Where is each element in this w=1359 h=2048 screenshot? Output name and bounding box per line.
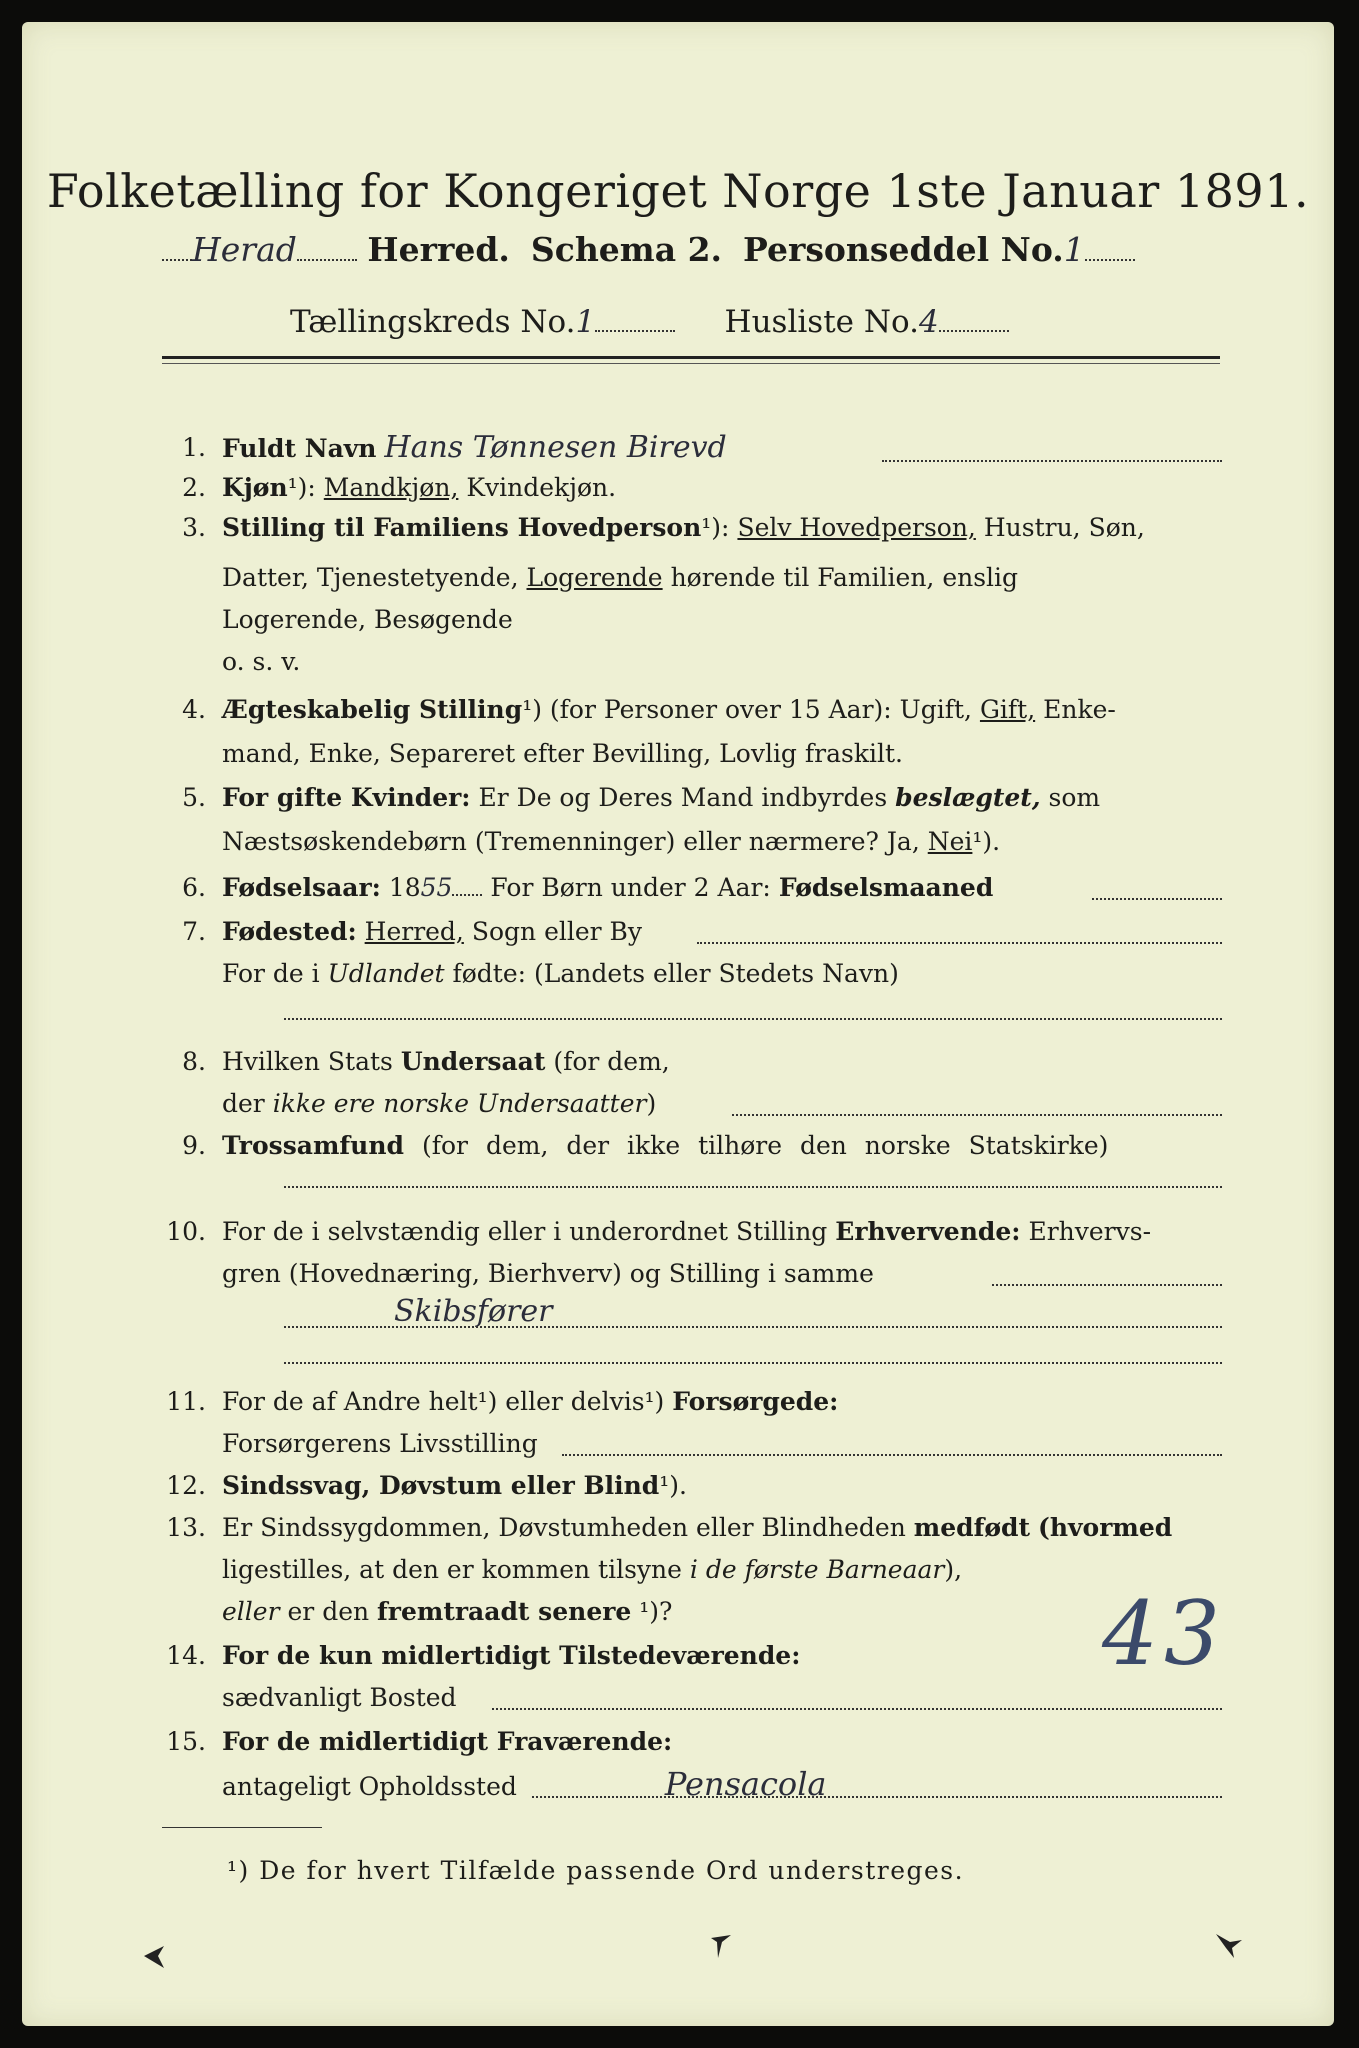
q11-line1-c: ¹) <box>644 1387 665 1416</box>
q13-line3-c: ¹)? <box>639 1597 673 1626</box>
q13-line1-b: medfødt <box>913 1513 1031 1542</box>
q6-mid-text: For Børn under 2 Aar: <box>490 873 771 902</box>
q14-line2-text: sædvanligt Bosted <box>222 1683 457 1712</box>
q6-label: Fødselsaar: <box>222 873 381 902</box>
kreds-number: 1 <box>575 304 596 340</box>
q13-line2-italic: i de første Barneaar <box>689 1555 945 1584</box>
schema-label: Schema 2. <box>530 230 723 269</box>
q7-line2-b: fødte: (Landets eller Stedets Navn) <box>452 959 899 988</box>
q11-line1-d: Forsørgede: <box>672 1387 839 1416</box>
q14-number: 14. <box>166 1641 206 1670</box>
kreds-line <box>290 304 1009 340</box>
q8-line2-a: der <box>222 1089 265 1118</box>
q14-label: For de kun midlertidigt Tilstedeværende: <box>222 1641 801 1670</box>
q10-answer-fill <box>284 1326 1222 1328</box>
q5-line1-a: Er De og Deres Mand indbyrdes <box>478 783 888 812</box>
q15-label: For de midlertidigt Fraværende: <box>222 1727 673 1756</box>
q10-line1-a: For de i selvstændig eller i underordnet Stilling <box>222 1217 828 1246</box>
q8-line1-b: Undersaat <box>400 1047 546 1076</box>
q3-line2-b: hørende til Familien, enslig <box>670 563 1019 592</box>
q8-line1-a: Hvilken Stats <box>222 1047 393 1076</box>
q10-line2 <box>222 1254 1222 1294</box>
q6-fill-line <box>1092 898 1222 900</box>
q4-label: Ægteskabelig Stilling <box>222 695 523 724</box>
q9-rest: (for dem, der ikke tilhøre den norske Statskirke) <box>421 1131 1109 1160</box>
q10-fill-line <box>992 1284 1222 1286</box>
q3-line2-a: Datter, Tjenestetyende, <box>222 563 519 592</box>
q7-opt-herred: Herred, <box>364 917 464 946</box>
q13-line2-b: ), <box>944 1555 963 1584</box>
q3-label: Stilling til Familiens Hovedperson <box>222 513 702 542</box>
q5-line2-b: ¹). <box>972 827 1001 856</box>
form-title: Folketælling for Kongeriget Norge 1ste Januar 1891. <box>46 164 1310 218</box>
header-rule <box>162 356 1220 359</box>
q4-opt-gift: Gift, <box>979 695 1036 724</box>
husliste-label: Husliste No. <box>724 304 919 340</box>
q10-line1-b: Erhvervende: <box>835 1217 1021 1246</box>
q2-opt-mandkjon: Mandkjøn, <box>323 473 459 502</box>
q11-line2 <box>222 1424 1222 1464</box>
census-form-sheet <box>22 22 1334 2026</box>
q9-blank-line <box>284 1186 1222 1188</box>
q13-line3-italic: eller <box>222 1597 280 1626</box>
q13-line3-b: fremtraadt senere <box>377 1597 632 1626</box>
q1-fill-line <box>882 460 1222 462</box>
herred-line <box>162 230 1135 269</box>
q7-line2-a: For de i <box>222 959 320 988</box>
q8-line2-b: ) <box>646 1089 657 1118</box>
q15-answer: Pensacola <box>664 1765 827 1803</box>
q11-line2-text: Forsørgerens Livsstilling <box>222 1429 538 1458</box>
personseddel-number: 1 <box>1063 230 1085 269</box>
q7-label: Fødested: <box>222 917 357 946</box>
q13-line2 <box>222 1550 962 1590</box>
q10-number: 10. <box>166 1217 206 1246</box>
q3-sup: ¹): <box>701 513 730 542</box>
q5-line1-italic: beslægtet, <box>895 783 1041 812</box>
q6-year-prefix: 18 <box>388 873 421 902</box>
personseddel-label: Personseddel No. <box>743 230 1064 269</box>
q13-line3 <box>222 1592 672 1632</box>
registration-mark-left <box>140 1942 170 1972</box>
q12-sup: ¹). <box>659 1471 688 1500</box>
q11-fill-line <box>562 1454 1222 1456</box>
kreds-label: Tællingskreds No. <box>290 304 576 340</box>
herred-label: Herred. <box>367 230 510 269</box>
q7-number: 7. <box>182 917 206 946</box>
q8-line2-italic: ikke ere norske Undersaatter <box>272 1089 647 1118</box>
q6-number: 6. <box>182 873 206 902</box>
margin-annotation: 43 <box>1102 1582 1226 1685</box>
q3-line3: Logerende, Besøgende <box>222 605 513 634</box>
q10-answer: Skibsfører <box>394 1294 553 1329</box>
q5-label: For gifte Kvinder: <box>222 783 471 812</box>
header-rule-thin <box>162 363 1220 364</box>
q8-fill-line <box>732 1114 1222 1116</box>
registration-mark-right <box>1212 1930 1246 1960</box>
q7-line2 <box>222 954 899 994</box>
q4-line1-b: Enke- <box>1043 695 1116 724</box>
q9-label: Trossamfund <box>222 1131 405 1160</box>
q15-line2 <box>222 1764 1222 1804</box>
husliste-number: 4 <box>918 304 939 340</box>
question-6 <box>162 868 1222 908</box>
q5-number: 5. <box>182 783 206 812</box>
footnote: ¹) De for hvert Tilfælde passende Ord understreges. <box>227 1856 965 1885</box>
q7-line2-italic: Udlandet <box>327 959 445 988</box>
q13-line1-c: (hvormed <box>1038 1513 1173 1542</box>
q10-line1-c: Erhvervs- <box>1028 1217 1152 1246</box>
q5-line1-b: som <box>1048 783 1101 812</box>
q1-answer: Hans Tønnesen Birevd <box>384 430 727 465</box>
q10-answer-line <box>284 1292 1222 1332</box>
q2-number: 2. <box>182 473 206 502</box>
q4-line1-a: ¹) (for Personer over 15 Aar): Ugift, <box>522 695 972 724</box>
q3-opt-selv: Selv Hovedperson, <box>737 513 976 542</box>
q10-blank-line <box>284 1362 1222 1364</box>
q8-number: 8. <box>182 1047 206 1076</box>
q12-label: Sindssvag, Døvstum eller Blind <box>222 1471 660 1500</box>
q11-number: 11. <box>166 1387 206 1416</box>
q7-fill-line <box>697 942 1222 944</box>
q11-line1-b: ¹) eller delvis <box>477 1387 645 1416</box>
q1-number: 1. <box>182 433 206 462</box>
q7-line1-b: Sogn eller By <box>471 917 643 946</box>
q13-number: 13. <box>166 1513 206 1542</box>
q8-line2 <box>222 1084 1222 1124</box>
q9-number: 9. <box>182 1131 206 1160</box>
q2-label: Kjøn <box>222 473 288 502</box>
q3-opt-logerende: Logerende <box>526 563 663 592</box>
q6-year-handwritten: 55 <box>420 873 453 902</box>
q2-sup: ¹): <box>287 473 316 502</box>
q11-line1-a: For de af Andre helt <box>222 1387 478 1416</box>
q5-line2-a: Næstsøskendebørn (Tremenninger) eller nærmere? Ja, <box>222 827 920 856</box>
q14-fill-line <box>492 1708 1222 1710</box>
q15-number: 15. <box>166 1727 206 1756</box>
q3-line1-rest: Hustru, Søn, <box>983 513 1145 542</box>
q14-line2 <box>222 1678 1222 1718</box>
q4-line2: mand, Enke, Separeret efter Bevilling, Lovlig fraskilt. <box>222 739 903 768</box>
q7-blank-line <box>284 1018 1222 1020</box>
q15-fill-line <box>532 1796 1222 1798</box>
q3-number: 3. <box>182 513 206 542</box>
q6-label2: Fødselsmaaned <box>778 873 994 902</box>
q13-line2-a: ligestilles, at den er kommen tilsyne <box>222 1555 682 1584</box>
registration-mark-center <box>708 1932 734 1962</box>
q3-line4: o. s. v. <box>222 647 301 676</box>
q15-line2-text: antageligt Opholdssted <box>222 1772 517 1801</box>
q13-line1-a: Er Sindssygdommen, Døvstumheden eller Blindheden <box>222 1513 906 1542</box>
q4-number: 4. <box>182 695 206 724</box>
question-7 <box>162 912 1222 952</box>
q5-line2 <box>222 822 1000 862</box>
q13-line3-a: er den <box>287 1597 370 1626</box>
q10-line2-text: gren (Hovednæring, Bierhverv) og Stilling i samme <box>222 1259 874 1288</box>
question-1 <box>162 428 1222 468</box>
q5-opt-nei: Nei <box>927 827 973 856</box>
q2-opt-kvindekjon: Kvindekjøn. <box>466 473 617 502</box>
q8-line1-c: (for dem, <box>553 1047 670 1076</box>
q3-line2 <box>222 558 1018 598</box>
footnote-rule <box>162 1827 322 1828</box>
herred-handwritten: Herad <box>192 230 297 269</box>
q1-label: Fuldt Navn <box>222 434 377 463</box>
q12-number: 12. <box>166 1471 206 1500</box>
